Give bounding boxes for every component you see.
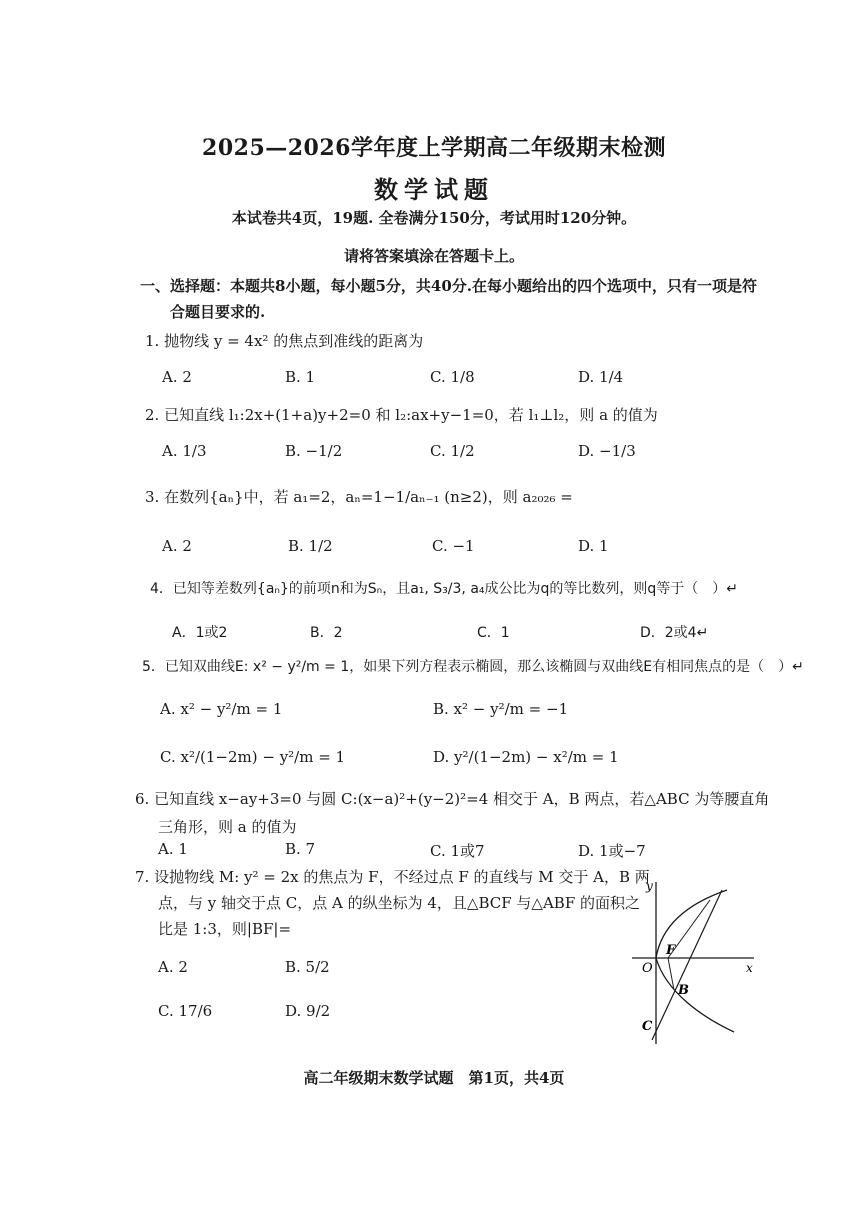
question-7-stem-cont2: 比是 1:3，则|BF|= (158, 920, 292, 938)
q6-option-b[interactable]: B. 7 (285, 840, 316, 858)
label-f: F (666, 943, 676, 958)
q2-option-d[interactable]: D. −1/3 (578, 442, 636, 460)
question-1-stem: 1. 抛物线 y = 4x² 的焦点到准线的距离为 (145, 332, 424, 350)
question-5-stem: 5．已知双曲线E: x² − y²/m = 1，如果下列方程表示椭圆，那么该椭圆与双曲线E有相同焦点的是（ ）↵ (142, 659, 804, 675)
question-6-stem-cont: 三角形，则 a 的值为 (158, 818, 297, 836)
label-y: y (646, 879, 653, 893)
page-footer: 高二年级期末数学试题 第1页，共4页 (303, 1069, 565, 1087)
question-3-stem: 3. 在数列{aₙ}中，若 a₁=2，aₙ=1−1/aₙ₋₁ (n≥2)，则 a₂₀₂₆ = (145, 488, 573, 506)
q5-option-c[interactable]: C. x²/(1−2m) − y²/m = 1 (160, 748, 346, 766)
q2-option-a[interactable]: A. 1/3 (162, 442, 207, 460)
question-4-stem: 4．已知等差数列{aₙ}的前项n和为Sₙ，且a₁, S₃/3, a₄成公比为q的等比数列，则q等于（ ）↵ (150, 581, 739, 597)
subject-title: 数学试题 (374, 175, 494, 204)
exam-info: 本试卷共4页，19题. 全卷满分150分，考试用时120分钟。 (231, 209, 637, 227)
q1-option-a[interactable]: A. 2 (162, 368, 192, 386)
question-6-stem: 6. 已知直线 x−ay+3=0 与圆 C:(x−a)²+(y−2)²=4 相交于 A，B 两点，若△ABC 为等腰直角 (135, 790, 770, 808)
line-ab (652, 890, 722, 1040)
exam-notice: 请将答案填涂在答题卡上。 (343, 247, 524, 265)
q3-option-b[interactable]: B. 1/2 (288, 537, 333, 555)
q4-option-a[interactable]: A．1或2 (172, 625, 228, 641)
label-c: C (642, 1019, 653, 1034)
question-2-stem: 2. 已知直线 l₁:2x+(1+a)y+2=0 和 l₂:ax+y−1=0，若 l₁⊥l₂，则 a 的值为 (145, 406, 658, 424)
exam-title: 2025—2026学年度上学期高二年级期末检测 (202, 135, 666, 161)
q4-option-d[interactable]: D．2或4↵ (640, 625, 709, 641)
q5-option-d[interactable]: D. y²/(1−2m) − x²/m = 1 (433, 748, 619, 766)
q3-option-a[interactable]: A. 2 (162, 537, 192, 555)
q7-option-a[interactable]: A. 2 (158, 958, 188, 976)
q6-option-a[interactable]: A. 1 (158, 840, 188, 858)
label-o: O (642, 961, 653, 976)
q6-option-c[interactable]: C. 1或7 (430, 842, 485, 860)
q5-option-b[interactable]: B. x² − y²/m = −1 (433, 700, 569, 718)
q2-option-b[interactable]: B. −1/2 (285, 442, 343, 460)
q7-option-d[interactable]: D. 9/2 (285, 1002, 331, 1020)
q7-option-c[interactable]: C. 17/6 (158, 1002, 213, 1020)
question-7-stem: 7. 设抛物线 M: y² = 2x 的焦点为 F，不经过点 F 的直线与 M 交于 A，B 两 (135, 868, 650, 886)
q6-option-d[interactable]: D. 1或−7 (578, 842, 646, 860)
label-x: x (746, 961, 753, 975)
q3-option-d[interactable]: D. 1 (578, 537, 609, 555)
section-heading-cont: 合题目要求的. (170, 303, 266, 321)
q1-option-b[interactable]: B. 1 (285, 368, 316, 386)
q1-option-c[interactable]: C. 1/8 (430, 368, 475, 386)
section-heading: 一、选择题：本题共8小题，每小题5分，共40分.在每小题给出的四个选项中，只有一项是符 (140, 277, 757, 295)
q1-option-d[interactable]: D. 1/4 (578, 368, 624, 386)
parabola-figure (622, 872, 762, 1047)
label-b: B (678, 983, 689, 998)
parabola-lower (656, 958, 734, 1032)
question-7-stem-cont: 点，与 y 轴交于点 C，点 A 的纵坐标为 4，且△BCF 与△ABF 的面积之 (158, 894, 640, 912)
q2-option-c[interactable]: C. 1/2 (430, 442, 475, 460)
q3-option-c[interactable]: C. −1 (432, 537, 475, 555)
q4-option-b[interactable]: B．2 (310, 625, 343, 641)
q7-option-b[interactable]: B. 5/2 (285, 958, 330, 976)
q5-option-a[interactable]: A. x² − y²/m = 1 (160, 700, 283, 718)
q4-option-c[interactable]: C．1 (477, 625, 510, 641)
